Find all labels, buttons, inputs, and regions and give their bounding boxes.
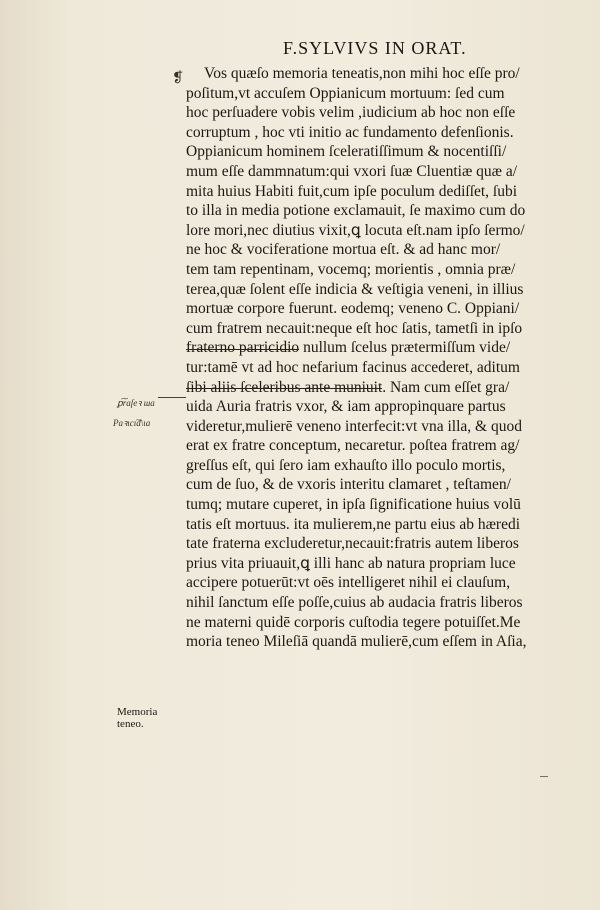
main-text-block [186,64,598,652]
margin-note-text: Memoria teneo. [117,706,158,730]
underlined-phrase: fraterno parricidio [186,339,300,357]
running-title: F.SYLVIVS IN ORAT. [283,38,467,58]
text-line: erat ex fratre conceptum, necaretur. poſtea fratrem ag/ [186,437,520,455]
text-line: terea,quæ ſolent eſſe indicia & veſtigia veneni, in illius [186,280,524,298]
text-line: videretur,mulierē veneno interfecit:vt vna illa, & quod [186,417,522,435]
text-line: tem tam repentinam, vocemq; morientis , omnia præ/ [186,260,516,278]
text-line: tur:tamē vt ad hoc nefarium facinus accederet, aditum [186,358,520,376]
handwritten-note: Paꝛɩcı͠d\ιa [113,418,151,428]
printed-margin-note [117,706,157,730]
margin-rule [158,397,186,398]
text-line: cum fratrem necauit:neque eſt hoc ſatis, tametſi in ipſo [186,319,523,337]
text-line: moria teneo Mileſiā quandā mulierē,cum eſſem in Aſia, [186,633,527,651]
text-line: ne hoc & vociferatione mortua eſt. & ad hanc mor/ [186,241,501,259]
text-line: mum eſſe dammnatum:qui vxori ſuæ Cluentiæ quæ a/ [186,162,518,180]
text-line: corruptum , hoc vti initio ac fundamento defenſionis. [186,123,514,141]
text-line: greſſus eſt, qui ſero iam exhauſto illo poculo mortis, [186,456,506,474]
text-line: hoc perſuadere vobis velim ,iudicium ab hoc non eſſe [186,104,516,122]
text-line: lore mori,nec diutius vixit,ꝗ locuta eſt.nam ipſo ſermo/ [186,221,525,239]
text-line: accipere potuerūt:vt oēs intelligeret nihil ei clauſum, [186,574,511,592]
text-line: uida Auria fratris vxor, & iam appropinquare partus [186,398,506,416]
underlined-phrase: ſibi aliis ſceleribus ante muniuit [186,378,383,396]
catchword-mark [540,776,548,777]
text-line: poſitum,vt accuſem Oppianicum mortuum: ſed cum [186,84,505,102]
text-line: prius vita priuauit,ꝗ illi hanc ab natura propriam luce [186,554,516,572]
pilcrow-mark: ❡ [172,71,184,86]
text-line: mita huius Habiti fuit,cum ipſe poculum dediſſet, ſubi [186,182,518,200]
text-line: mortuæ corpore fuerunt. eodemq; veneno C. Oppiani/ [186,300,520,318]
text-line: tumq; mutare cuperet, in ipſa ſignificatione huius volū [186,496,521,514]
text-line: tatis eſt mortuus. ita mulierem,ne partu eius ab hæredi [186,515,521,533]
text-line: Oppianicum hominem ſceleratiſſimum & nocentiſſi/ [186,143,507,161]
text-line: fraterno parricidio nullum ſcelus prætermiſſum vide/ [186,339,511,357]
text-line: Vos quæſo memoria teneatis,non mihi hoc eſſe pro/ [204,65,520,82]
handwritten-note: ꝑ͠raſeꝛ ɯa [117,398,155,408]
text-line: cum de ſuo, & de vxoris interitu clamaret , teſtamen/ [186,476,511,494]
text-line: to illa in media potione exclamauit, ſe maximo cum do [186,202,526,220]
text-line: tate fraterna excluderetur,necauit:fratris autem liberos [186,535,519,553]
text-line: ſibi aliis ſceleribus ante muniuit. Nam cum eſſet gra/ [186,378,510,396]
text-line: ne materni quidē corporis cuſtodia tegere potuiſſet.Me [186,613,521,631]
text-line: nihil ſanctum eſſe poſſe,cuius ab audacia fratris liberos [186,594,523,612]
